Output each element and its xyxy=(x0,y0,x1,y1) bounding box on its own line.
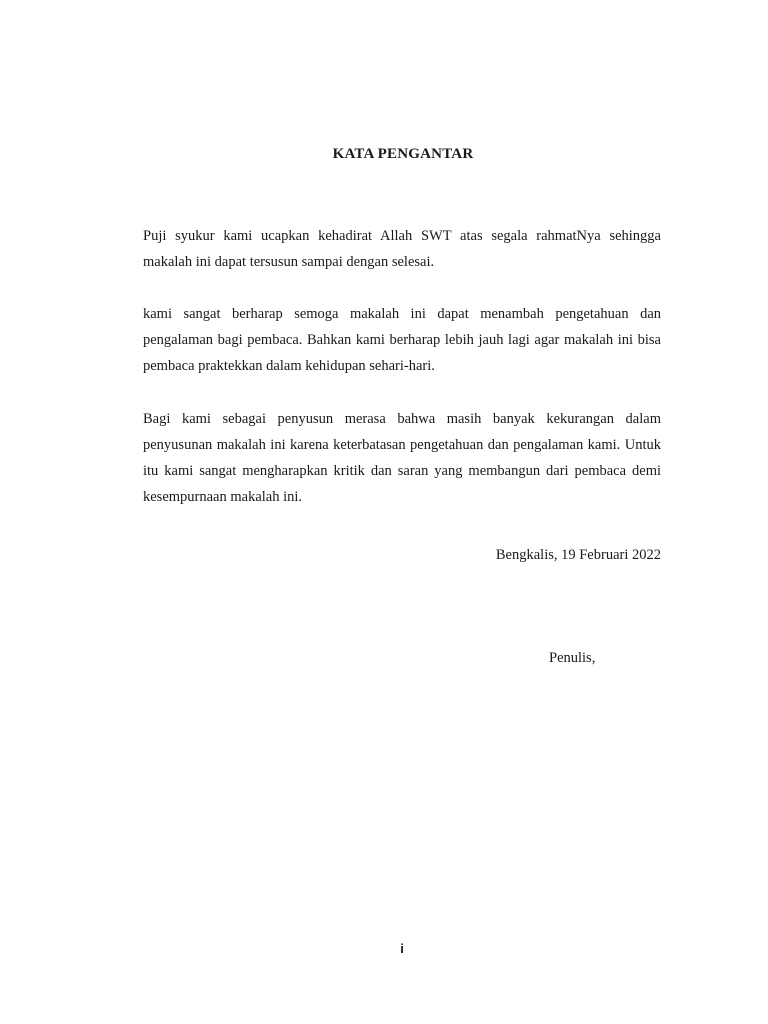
page-number: i xyxy=(400,941,404,956)
author-signature: Penulis, xyxy=(549,650,596,666)
paragraph-1: Puji syukur kami ucapkan kehadirat Allah SWT atas segala rahmatNya sehingga makalah ini dapat tersusun sampai dengan selesai. xyxy=(143,228,661,270)
page-title: KATA PENGANTAR xyxy=(332,146,474,162)
place-date: Bengkalis, 19 Februari 2022 xyxy=(495,547,661,563)
paragraph-2: kami sangat berharap semoga makalah ini dapat menambah pengetahuan dan pengalaman bagi pembaca. Bahkan kami berharap lebih jauh lagi agar makalah ini bisa pembaca praktekkan dalam kehidupan sehari-hari. xyxy=(143,306,661,374)
paragraph-3: Bagi kami sebagai penyusun merasa bahwa masih banyak kekurangan dalam penyusunan makalah ini karena keterbatasan pengetahuan dan pengalaman kami. Untuk itu kami sangat mengharapkan kritik dan saran yang membangun dari pembaca demi kesempurnaan makalah ini. xyxy=(143,411,661,505)
